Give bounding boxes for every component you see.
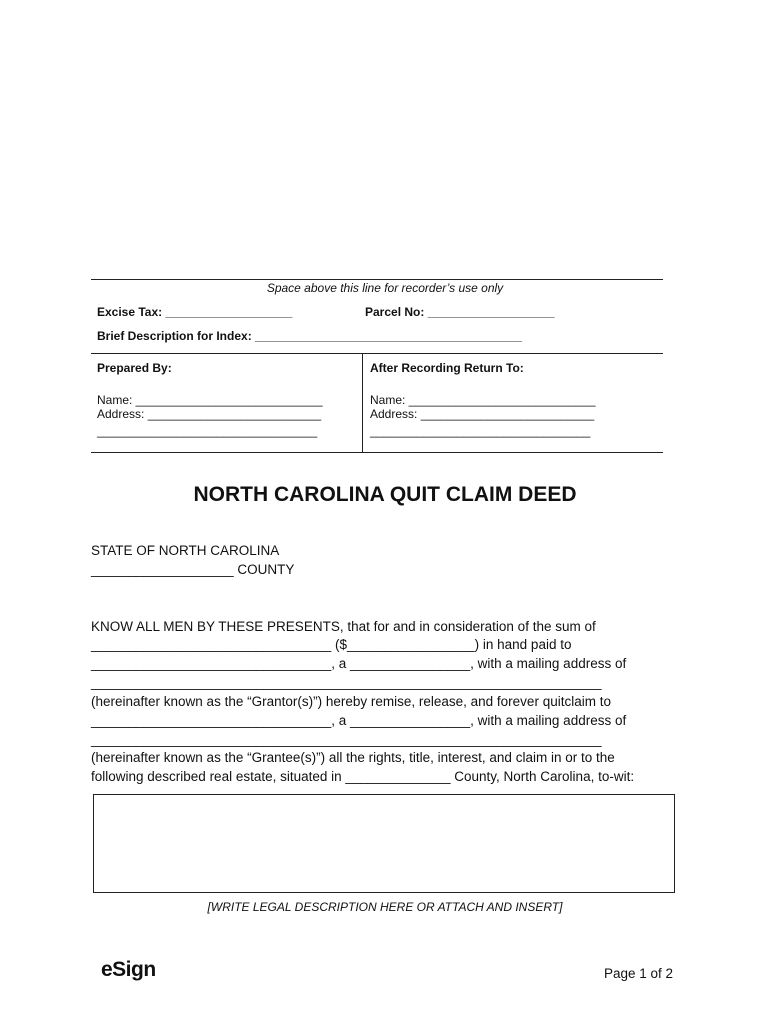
parcel-no-field[interactable]: Parcel No: ___________________ bbox=[365, 305, 555, 319]
recorder-line bbox=[91, 279, 663, 280]
return-to-heading: After Recording Return To: bbox=[370, 361, 524, 375]
return-to-address-line2[interactable]: _________________________________ bbox=[370, 424, 591, 438]
prepared-box-divider bbox=[362, 353, 363, 453]
page-number: Page 1 of 2 bbox=[604, 966, 674, 981]
legal-description-caption: [WRITE LEGAL DESCRIPTION HERE OR ATTACH AND INSERT] bbox=[207, 900, 563, 914]
property-county-field[interactable]: following described real estate, situated in ______________ County, North Carolina, to-wit: bbox=[91, 769, 635, 784]
state-line: STATE OF NORTH CAROLINA bbox=[91, 543, 280, 558]
return-to-address-field[interactable]: Address: __________________________ bbox=[370, 407, 595, 421]
return-to-name-field[interactable]: Name: ____________________________ bbox=[370, 393, 596, 407]
grantee-address-field[interactable]: ____________________________________________________________________ bbox=[91, 732, 602, 747]
document-title: NORTH CAROLINA QUIT CLAIM DEED bbox=[193, 483, 577, 506]
prepared-by-name-field[interactable]: Name: ____________________________ bbox=[97, 393, 323, 407]
recorder-note: Space above this line for recorder’s use only bbox=[266, 281, 504, 295]
prepared-by-heading: Prepared By: bbox=[97, 361, 172, 375]
body-line-1: KNOW ALL MEN BY THESE PRESENTS, that for and in consideration of the sum of bbox=[91, 619, 596, 634]
body-line-8: (hereinafter known as the “Grantee(s)”) all the rights, title, interest, and claim in or to the bbox=[91, 750, 615, 765]
esign-logo: eSign bbox=[101, 958, 156, 981]
grantor-name-field[interactable]: ________________________________, a ________________, with a mailing address of bbox=[91, 656, 627, 671]
body-line-5: (hereinafter known as the “Grantor(s)”) hereby remise, release, and forever quitclaim to bbox=[91, 694, 611, 709]
grantor-address-field[interactable]: ____________________________________________________________________ bbox=[91, 675, 602, 690]
grantee-name-field[interactable]: ________________________________, a ________________, with a mailing address of bbox=[91, 713, 627, 728]
legal-description-box[interactable] bbox=[93, 794, 675, 893]
consideration-amount-field[interactable]: ________________________________ ($_________________) in hand paid to bbox=[91, 637, 572, 652]
prepared-by-address-field[interactable]: Address: __________________________ bbox=[97, 407, 322, 421]
prepared-by-address-line2[interactable]: _________________________________ bbox=[97, 424, 318, 438]
prepared-box-top-border bbox=[91, 353, 663, 354]
brief-description-field[interactable]: Brief Description for Index: ________________________________________ bbox=[97, 329, 522, 343]
excise-tax-field[interactable]: Excise Tax: ___________________ bbox=[97, 305, 293, 319]
county-field[interactable]: ___________________ COUNTY bbox=[91, 562, 295, 577]
prepared-box-bottom-border bbox=[91, 452, 663, 453]
